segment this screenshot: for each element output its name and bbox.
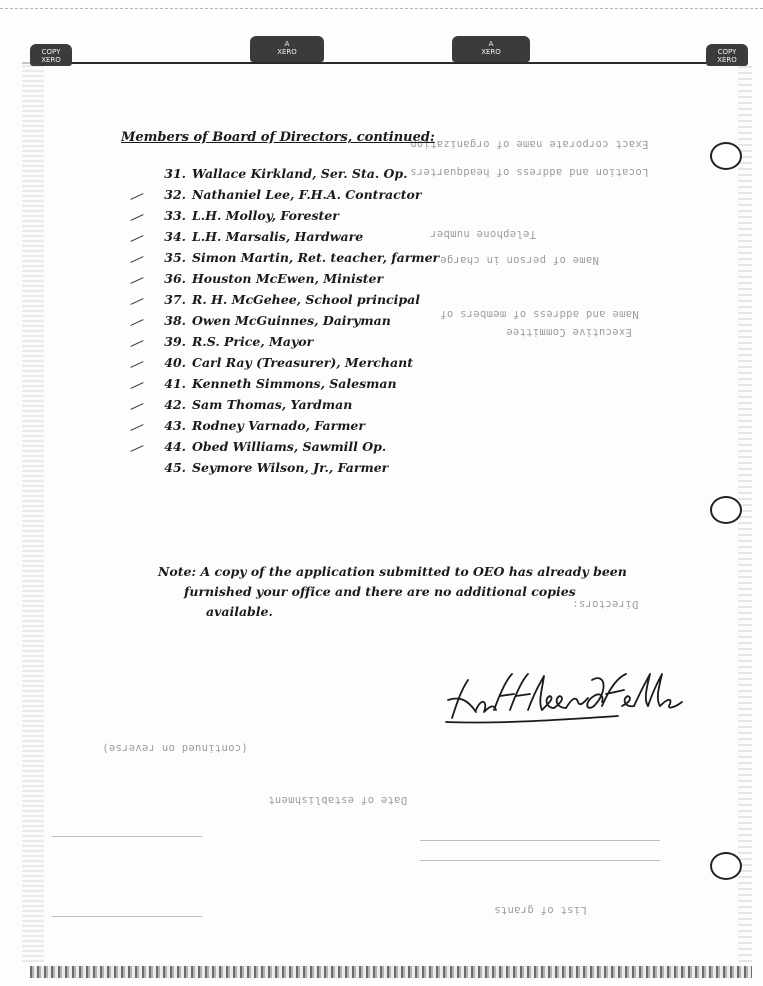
- binder-clip-2: [250, 36, 324, 62]
- punch-hole-bottom: [710, 852, 742, 880]
- note-paragraph: [158, 562, 638, 622]
- top-rule: [22, 62, 744, 64]
- member-number: 33.: [164, 208, 186, 223]
- show-through-text: Location and address of headquarters: [410, 166, 649, 178]
- show-through-text: (continued on reverse): [102, 742, 248, 754]
- member-name: R. H. McGehee, School principal: [192, 292, 420, 307]
- show-through-text: List of grants: [494, 904, 587, 916]
- list-item: [150, 313, 490, 331]
- show-through-rule: [52, 916, 202, 917]
- member-number: 36.: [164, 271, 186, 286]
- show-through-text: Name of person in charge: [440, 254, 599, 266]
- check-mark: [130, 298, 143, 305]
- member-number: 45.: [164, 460, 186, 475]
- left-scan-edge: [22, 62, 44, 962]
- check-mark: [130, 403, 143, 410]
- member-name: Sam Thomas, Yardman: [192, 397, 353, 412]
- member-name: Kenneth Simmons, Salesman: [192, 376, 397, 391]
- binder-clip-4: [706, 44, 748, 66]
- clip-label: COPY: [717, 48, 737, 56]
- punch-hole-middle: [710, 496, 742, 524]
- list-item: [150, 418, 490, 436]
- note-line: A copy of the application submitted to OEO has already been: [200, 564, 627, 579]
- check-mark: [130, 340, 143, 347]
- show-through-rule: [52, 836, 202, 837]
- check-mark: [130, 382, 143, 389]
- note-line: available.: [206, 604, 273, 619]
- list-item: [150, 187, 490, 205]
- list-item: [150, 250, 490, 268]
- clip-label: XERO: [277, 48, 297, 56]
- check-mark: [130, 361, 143, 368]
- member-name: Simon Martin, Ret. teacher, farmer: [192, 250, 440, 265]
- member-name: Owen McGuinnes, Dairyman: [192, 313, 391, 328]
- list-item: [150, 439, 490, 457]
- check-mark: [130, 424, 143, 431]
- member-name: Rodney Varnado, Farmer: [192, 418, 365, 433]
- member-name: Wallace Kirkland, Ser. Sta. Op.: [192, 166, 408, 181]
- perforation-line: [0, 8, 763, 9]
- page-heading: Members of Board of Directors, continued:: [121, 130, 435, 145]
- bottom-scan-band: [30, 966, 752, 978]
- list-item: [150, 166, 490, 184]
- member-number: 38.: [164, 313, 186, 328]
- check-mark: [130, 319, 143, 326]
- member-number: 41.: [164, 376, 186, 391]
- binder-clip-1: [30, 44, 72, 66]
- binder-clip-3: [452, 36, 530, 62]
- list-item: [150, 271, 490, 289]
- member-name: Obed Williams, Sawmill Op.: [192, 439, 387, 454]
- member-name: Seymore Wilson, Jr., Farmer: [192, 460, 389, 475]
- clip-label: XERO: [41, 56, 61, 64]
- member-number: 43.: [164, 418, 186, 433]
- member-number: 34.: [164, 229, 186, 244]
- member-number: 44.: [164, 439, 186, 454]
- show-through-text: Executive Committee: [506, 326, 632, 338]
- show-through-text: Exact corporate name of organization: [410, 138, 649, 150]
- check-mark: [130, 193, 143, 200]
- clip-label: XERO: [481, 48, 501, 56]
- member-name: L.H. Molloy, Forester: [192, 208, 339, 223]
- clip-label: COPY: [41, 48, 61, 56]
- member-name: Nathaniel Lee, F.H.A. Contractor: [192, 187, 422, 202]
- list-item: [150, 229, 490, 247]
- show-through-text: Date of establishment: [268, 794, 408, 806]
- member-number: 37.: [164, 292, 186, 307]
- list-item: [150, 292, 490, 310]
- note-line: furnished your office and there are no additional copies: [184, 584, 576, 599]
- list-item: [150, 460, 490, 478]
- member-number: 42.: [164, 397, 186, 412]
- list-item: [150, 334, 490, 352]
- check-mark: [130, 277, 143, 284]
- list-item: [150, 355, 490, 373]
- list-item: [150, 397, 490, 415]
- member-name: Houston McEwen, Minister: [192, 271, 384, 286]
- list-item: [150, 208, 490, 226]
- punch-hole-top: [710, 142, 742, 170]
- clip-label: A: [284, 40, 290, 48]
- handwritten-signature: [438, 666, 684, 730]
- member-name: L.H. Marsalis, Hardware: [192, 229, 364, 244]
- member-number: 35.: [164, 250, 186, 265]
- show-through-text: Directors:: [572, 598, 639, 610]
- check-mark: [130, 256, 143, 263]
- member-name: Carl Ray (Treasurer), Merchant: [192, 355, 413, 370]
- member-number: 40.: [164, 355, 186, 370]
- member-number: 39.: [164, 334, 186, 349]
- check-mark: [130, 214, 143, 221]
- show-through-text: Name and address of members of: [440, 308, 639, 320]
- member-name: R.S. Price, Mayor: [192, 334, 314, 349]
- clip-label: XERO: [717, 56, 737, 64]
- check-mark: [130, 445, 143, 452]
- show-through-rule: [420, 840, 660, 841]
- show-through-rule: [420, 860, 660, 861]
- member-number: 32.: [164, 187, 186, 202]
- show-through-text: Telephone number: [430, 228, 536, 240]
- note-label: Note:: [158, 564, 197, 579]
- member-number: 31.: [164, 166, 186, 181]
- clip-label: A: [488, 40, 494, 48]
- list-item: [150, 376, 490, 394]
- check-mark: [130, 235, 143, 242]
